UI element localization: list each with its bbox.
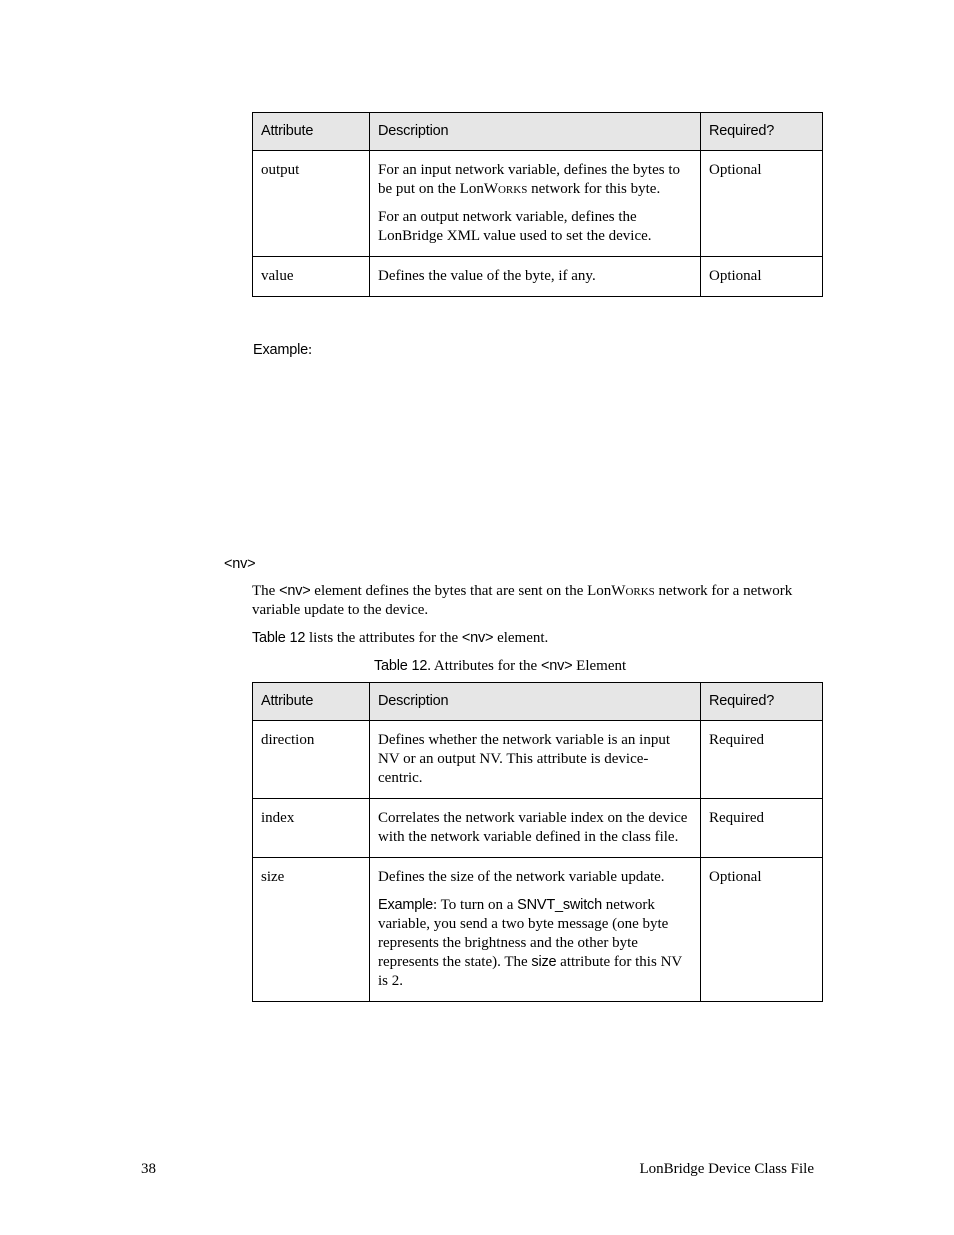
text-run: network variable, you send a two byte message (one byte represents the brightness and the other byte represents the state). The — [378, 897, 669, 970]
text-run: Element — [572, 658, 627, 674]
text-run: attribute for this NV is 2. — [378, 954, 682, 989]
attribute-table-12 — [252, 682, 823, 1002]
inline-code: <nv> — [461, 630, 494, 646]
text-run: lists the attributes for the — [305, 630, 462, 646]
section-intro — [252, 582, 822, 620]
table-reference — [252, 629, 548, 648]
table-caption — [374, 657, 626, 676]
cell-required: Required — [701, 799, 823, 858]
cell-description — [370, 858, 701, 1002]
table-row — [253, 721, 823, 799]
lonworks-brand — [460, 181, 528, 197]
cell-required: Required — [701, 721, 823, 799]
table-row — [253, 257, 823, 297]
example-label: Example — [253, 342, 309, 358]
cell-attribute: value — [253, 257, 370, 297]
table-row — [253, 858, 823, 1002]
brand-part: Works — [483, 181, 528, 197]
header-attribute: Attribute — [253, 683, 370, 721]
cell-description: Defines the value of the byte, if any. — [370, 257, 701, 297]
cell-description: Correlates the network variable index on the device with the network variable defined in the class file. — [370, 799, 701, 858]
lonworks-brand — [587, 583, 655, 599]
section-heading: <nv> — [224, 556, 256, 572]
inline-code: <nv> — [540, 658, 573, 674]
header-attribute: Attribute — [253, 113, 370, 151]
example-colon: : — [308, 342, 313, 358]
description-paragraph — [378, 161, 692, 199]
cell-description — [370, 151, 701, 257]
cell-attribute: index — [253, 799, 370, 858]
header-description: Description — [370, 683, 701, 721]
cell-description: Defines whether the network variable is an input NV or an output NV. This attribute is device-centric. — [370, 721, 701, 799]
table-link[interactable]: Table 12 — [252, 630, 306, 646]
inline-code: SNVT_switch — [517, 897, 602, 913]
header-description: Description — [370, 113, 701, 151]
example-label-line — [253, 341, 312, 360]
inline-code: size — [531, 954, 557, 970]
cell-attribute: direction — [253, 721, 370, 799]
header-required: Required? — [701, 113, 823, 151]
brand-part: Works — [611, 583, 655, 599]
cell-required: Optional — [701, 151, 823, 257]
header-required: Required? — [701, 683, 823, 721]
example-label: Example — [378, 897, 434, 913]
table-row — [253, 151, 823, 257]
cell-attribute: size — [253, 858, 370, 1002]
text-run: . Attributes for the — [427, 658, 541, 674]
text-run: element. — [493, 630, 549, 646]
attribute-table-continued — [252, 112, 823, 297]
table-row — [253, 799, 823, 858]
text-run: For an input network variable, defines the bytes to be put on the — [378, 162, 681, 197]
caption-label: Table 12 — [374, 658, 428, 674]
example-paragraph — [378, 896, 692, 991]
cell-required: Optional — [701, 858, 823, 1002]
text-run: : To turn on a — [433, 897, 518, 913]
brand-part: Lon — [587, 583, 612, 599]
description-paragraph: Defines the size of the network variable update. — [378, 869, 665, 885]
text-run: network for this byte. — [527, 181, 661, 197]
inline-code: <nv> — [279, 583, 311, 599]
cell-attribute: output — [253, 151, 370, 257]
brand-part: Lon — [459, 181, 484, 197]
text-run: The — [252, 583, 280, 599]
page-number: 38 — [141, 1161, 156, 1177]
text-run: network for a network variable update to the device. — [252, 583, 793, 618]
table-header-row — [253, 113, 823, 151]
description-paragraph: For an output network variable, defines the LonBridge XML value used to set the device. — [378, 209, 652, 244]
table-header-row — [253, 683, 823, 721]
footer-title: LonBridge Device Class File — [639, 1161, 814, 1177]
text-run: element defines the bytes that are sent on the — [310, 583, 588, 599]
cell-required: Optional — [701, 257, 823, 297]
